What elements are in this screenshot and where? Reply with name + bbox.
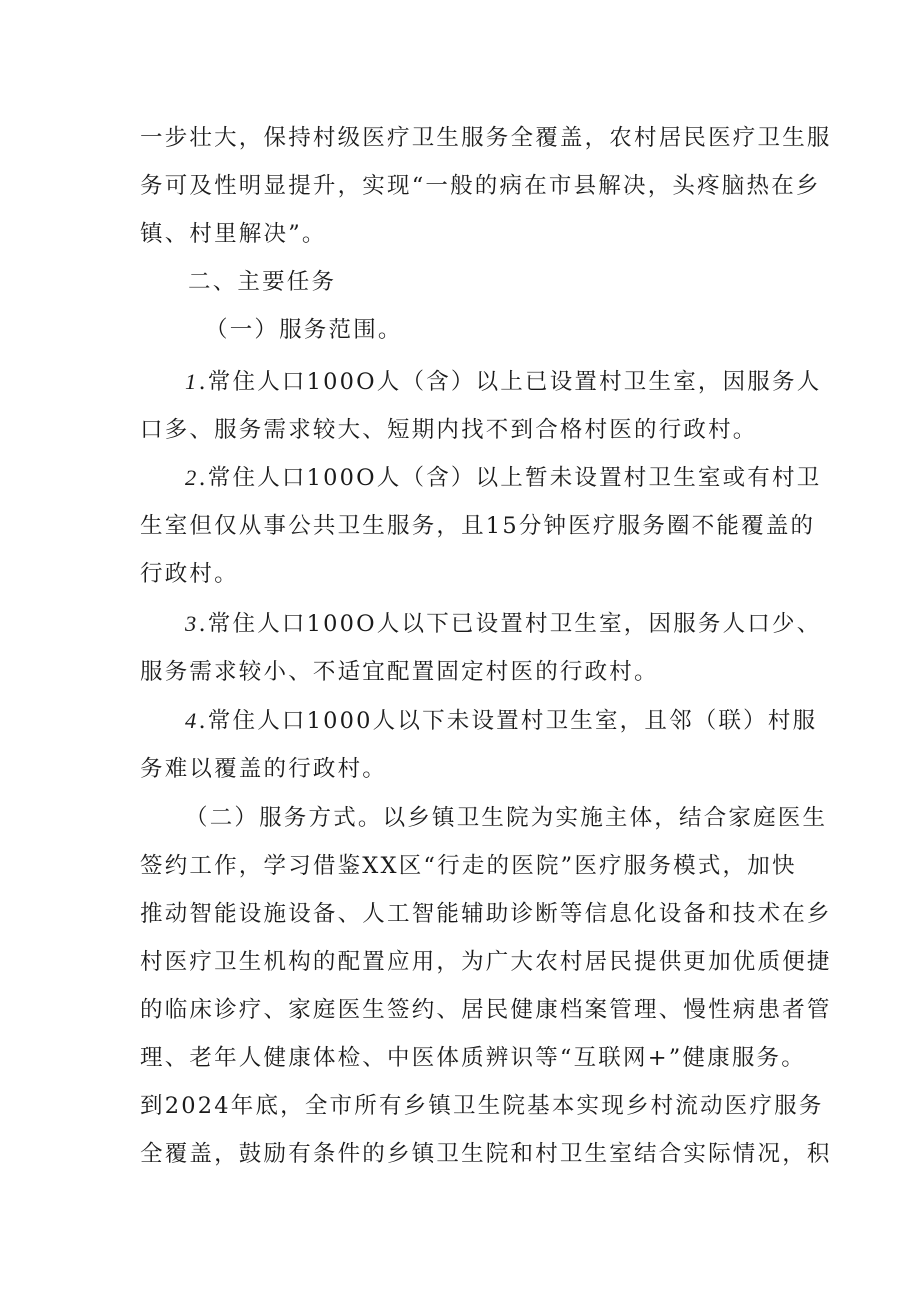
body-text-line: 口多、服务需求较大、短期内找不到合格村医的行政村。 — [140, 417, 758, 443]
list-item-number: 2 — [185, 465, 199, 490]
list-item-text: .常住人口100O人（含）以上已设置村卫生室，因服务人 — [198, 369, 822, 395]
body-text-line: 理、老年人健康体检、中医体质辨识等“互联网+”健康服务。 — [140, 1045, 806, 1071]
body-text-line: 一步壮大，保持村级医疗卫生服务全覆盖，农村居民医疗卫生服 — [140, 125, 832, 151]
subsection-heading: （一）服务范围。 — [205, 317, 403, 343]
list-item-number: 3 — [185, 611, 199, 636]
list-item-text: .常住人口1000人以下未设置村卫生室，且邻（联）村服 — [198, 708, 818, 734]
list-item-number: 4 — [185, 708, 199, 733]
body-text-line: 的临床诊疗、家庭医生签约、居民健康档案管理、慢性病患者管 — [140, 997, 832, 1023]
body-text-line: 到2024年底，全市所有乡镇卫生院基本实现乡村流动医疗服务 — [140, 1093, 824, 1119]
body-text-line: 务可及性明显提升，实现“一般的病在市县解决，头疼脑热在乡 — [140, 173, 821, 199]
subsection-paragraph-start: （二）服务方式。以乡镇卫生院为实施主体，结合家庭医生 — [185, 805, 828, 831]
body-text-line: 行政村。 — [140, 561, 239, 587]
body-text-line: 村医疗卫生机构的配置应用，为广大农村居民提供更加优质便捷 — [140, 949, 832, 975]
list-item-3 — [185, 609, 821, 639]
list-item-1 — [185, 367, 821, 397]
body-text-line: 务难以覆盖的行政村。 — [140, 756, 388, 782]
list-item-2 — [185, 463, 821, 493]
list-item-text: .常住人口100O人以下已设置村卫生室，因服务人口少、 — [198, 611, 822, 637]
section-heading: 二、主要任务 — [188, 269, 337, 295]
list-item-number: 1 — [185, 369, 199, 394]
body-text-line: 服务需求较小、不适宜配置固定村医的行政村。 — [140, 659, 659, 685]
body-text-line: 全覆盖，鼓励有条件的乡镇卫生院和村卫生室结合实际情况，积 — [140, 1141, 832, 1167]
body-text-line: 镇、村里解决”。 — [140, 221, 327, 247]
body-text-line: 生室但仅从事公共卫生服务，且15分钟医疗服务圈不能覆盖的 — [140, 513, 816, 539]
body-text-line: 推动智能设施设备、人工智能辅助诊断等信息化设备和技术在乡 — [140, 901, 832, 927]
list-item-4 — [185, 706, 817, 736]
body-text-line: 签约工作，学习借鉴XX区“行走的医院”医疗服务模式，加快 — [140, 853, 797, 879]
list-item-text: .常住人口100O人（含）以上暂未设置村卫生室或有村卫 — [198, 465, 822, 491]
